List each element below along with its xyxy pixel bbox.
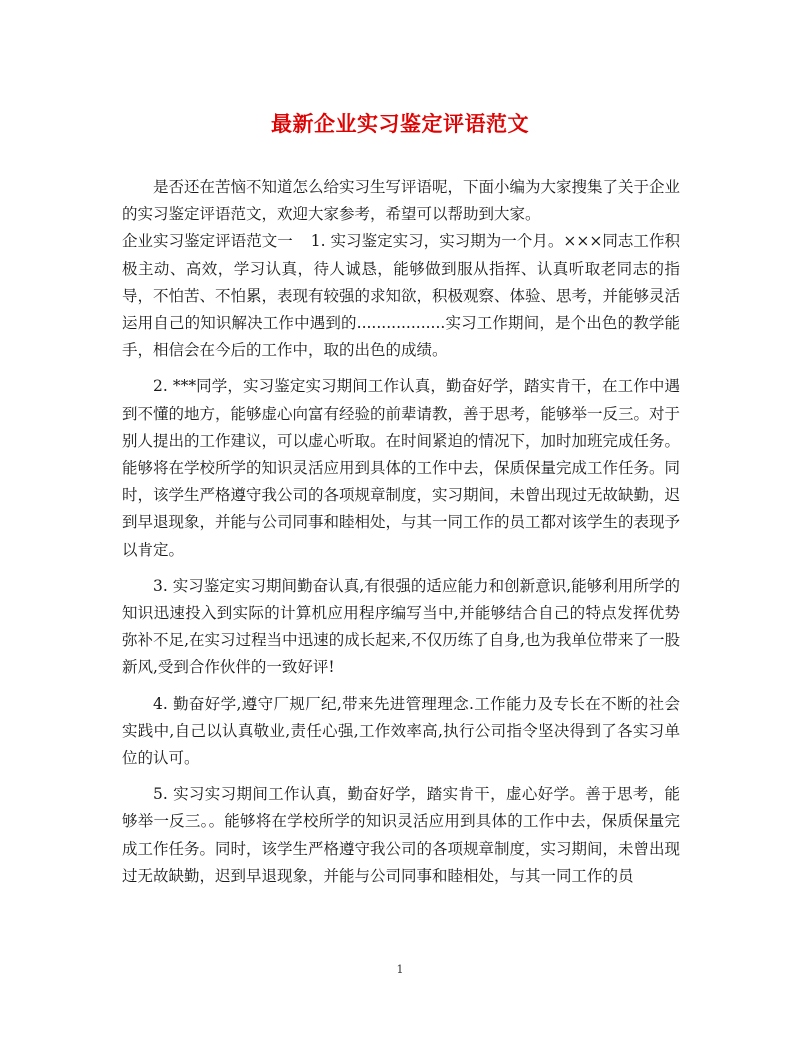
paragraph-item-5: 5. 实习实习期间工作认真，勤奋好学，踏实肯干，虚心好学。善于思考，能够举一反三。。能够将在学校所学的知识灵活应用到具体的工作中去，保质保量完成工作任务。同时，该学生严格遵守我公司的各项规章制度，实习期间，未曾出现过无故缺勤，迟到早退现象，并能与公司同事和睦相处，与其一同工作的员 [122, 785, 681, 885]
section-label: 企业实习鉴定评语范文一 [122, 232, 293, 251]
paragraph-item-2: 2. ***同学，实习鉴定实习期间工作认真，勤奋好学，踏实肯干，在工作中遇到不懂的地方，能够虚心向富有经验的前辈请教，善于思考，能够举一反三。对于别人提出的工作建议，可以虚心听取。在时间紧迫的情况下，加时加班完成任务。能够将在学校所学的知识灵活应用到具体的工作中去，保质保量完成工作任务。同时，该学生严格遵守我公司的各项规章制度，实习期间，未曾出现过无故缺勤，迟到早退现象，并能与公司同事和睦相处，与其一同工作的员工都对该学生的表现予以肯定。 [122, 377, 681, 559]
intro-paragraph: 是否还在苦恼不知道怎么给实习生写评语呢，下面小编为大家搜集了关于企业的实习鉴定评语范文，欢迎大家参考，希望可以帮助到大家。 [122, 178, 681, 224]
document-body [122, 174, 680, 890]
paragraph-item-1 [122, 228, 680, 364]
paragraph-item-4: 4. 勤奋好学,遵守厂规厂纪,带来先进管理理念.工作能力及专长在不断的社会实践中,自己以认真敬业,责任心强,工作效率高,执行公司指令坚决得到了各实习单位的认可。 [122, 694, 680, 768]
item-1-text: 1. 实习鉴定实习，实习期为一个月。×××同志工作积极主动、高效，学习认真，待人诚恳，能够做到服从指挥、认真听取老同志的指导，不怕苦、不怕累，表现有较强的求知欲，积极观察、体验、思考，并能够灵活运用自己的知识解决工作中遇到的..................实习工作期间，是个出色的教学能手，相信会在今后的工作中，取的出色的成绩。 [122, 232, 681, 360]
document-title: 最新企业实习鉴定评语范文 [271, 111, 529, 136]
page-number: 1 [396, 963, 404, 976]
paragraph-item-3: 3. 实习鉴定实习期间勤奋认真,有很强的适应能力和创新意识,能够利用所学的知识迅速投入到实际的计算机应用程序编写当中,并能够结合自己的特点发挥优势弥补不足,在实习过程当中迅速的成长起来,不仅历练了自身,也为我单位带来了一股新风,受到合作伙伴的一致好评! [122, 576, 680, 677]
